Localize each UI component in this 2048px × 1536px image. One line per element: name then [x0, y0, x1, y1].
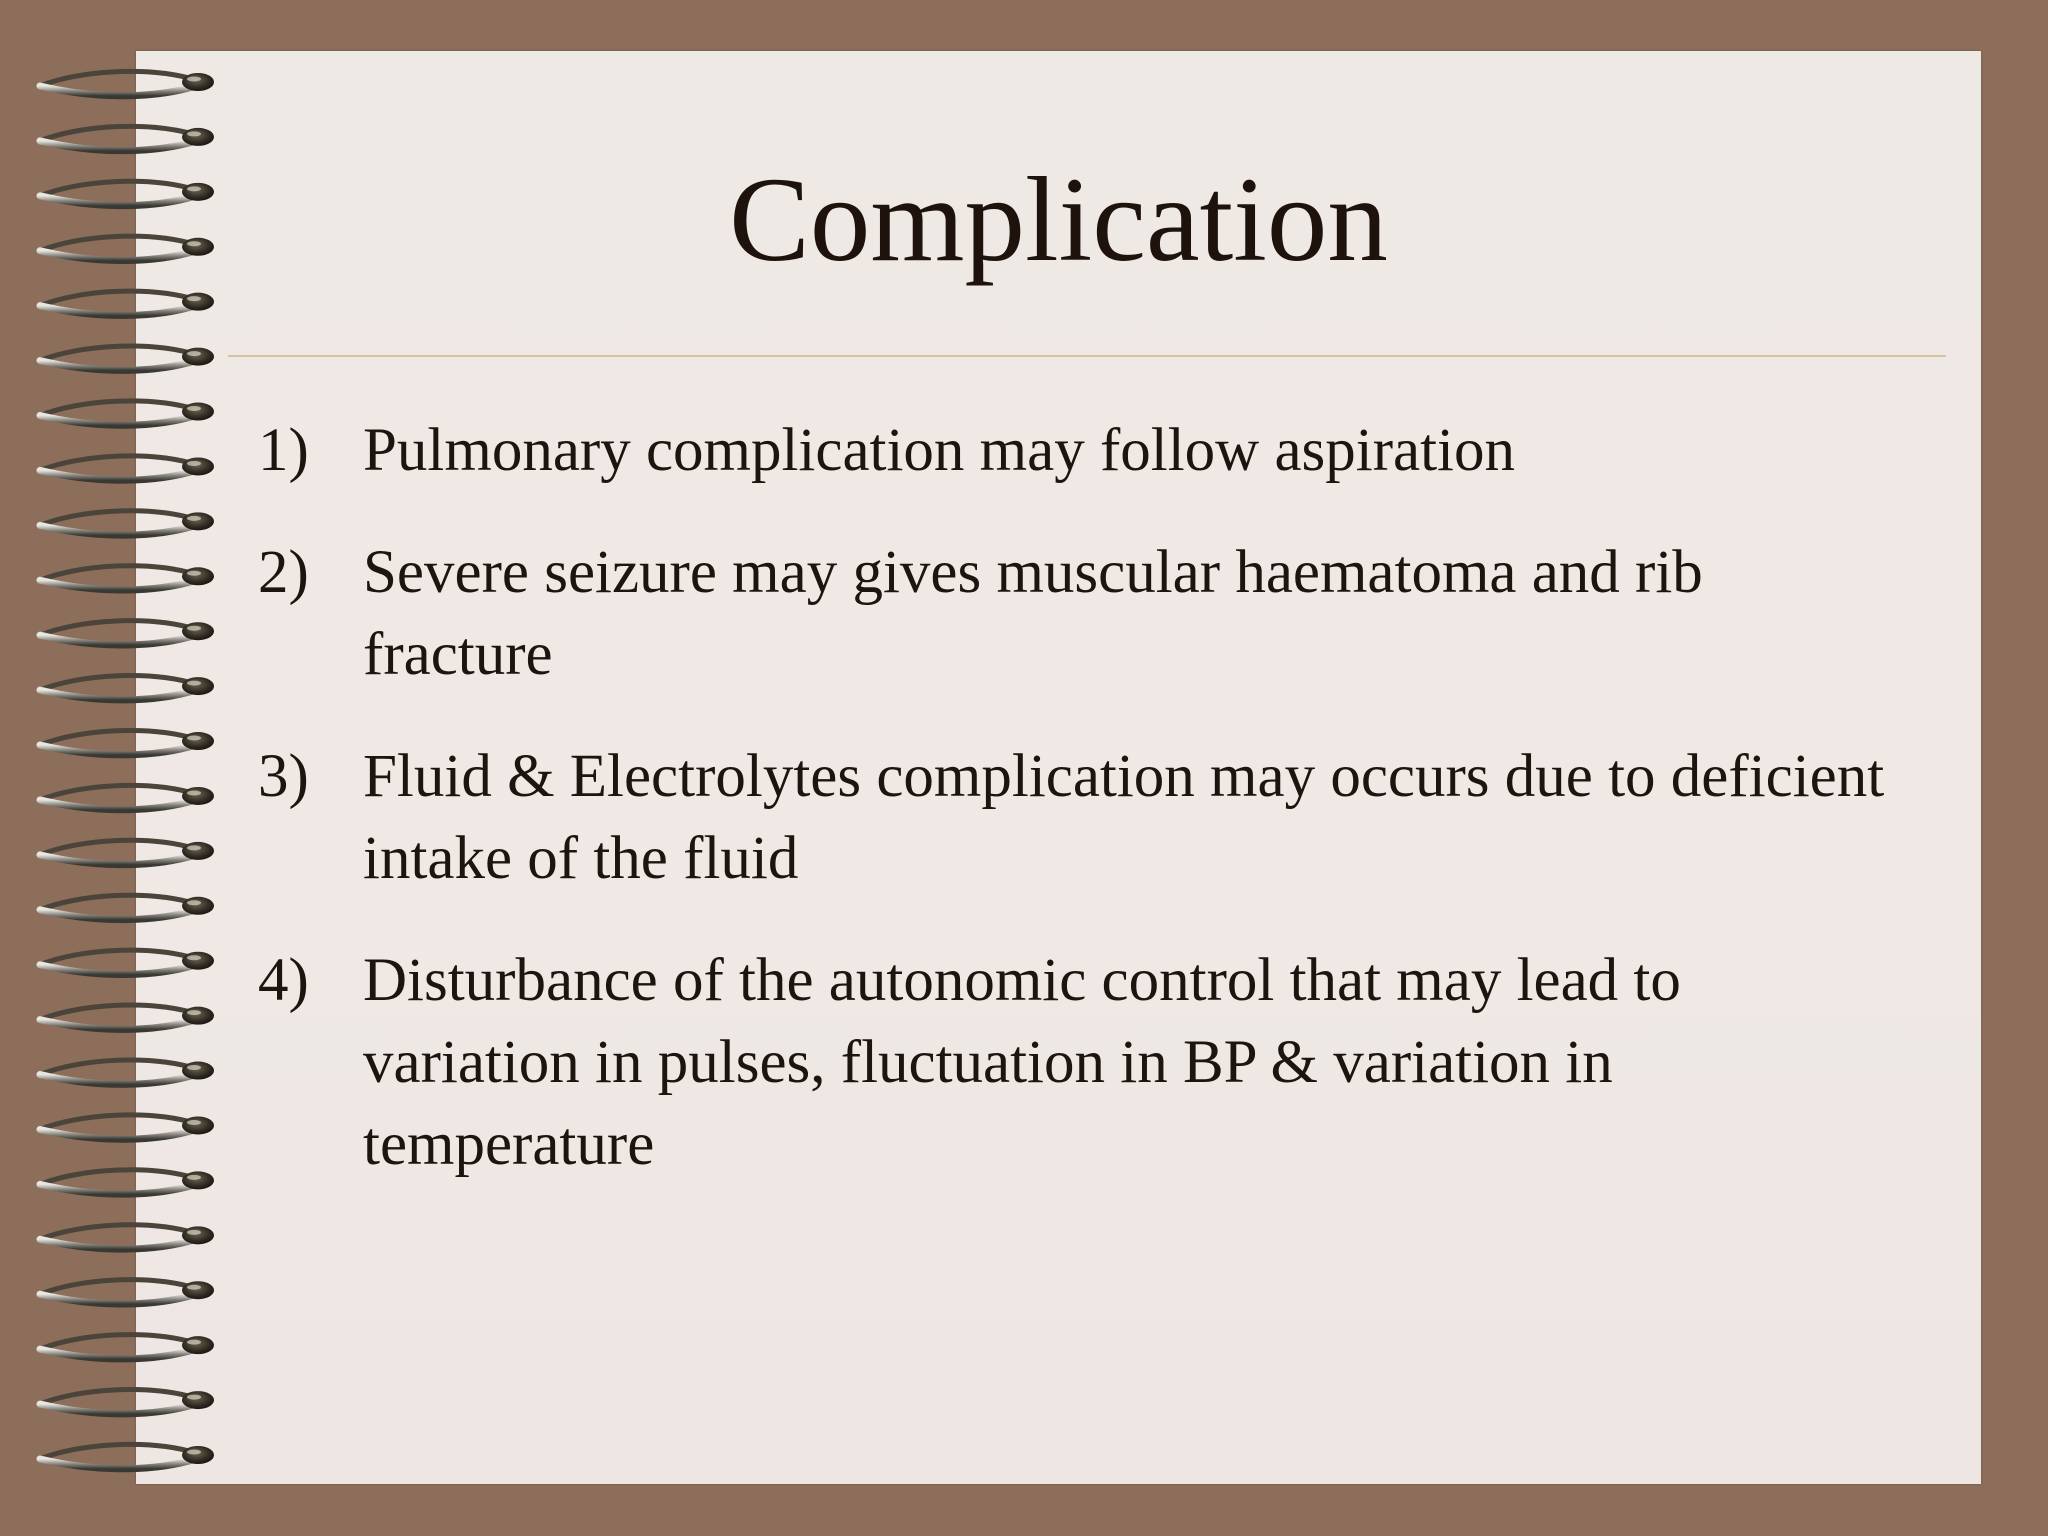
list-item-text: Disturbance of the autonomic control that may lead to variation in pulses, fluctuation in BP & variation in temperature: [363, 947, 1681, 1178]
spiral-ring-icon: [40, 730, 214, 754]
spiral-ring-icon: [40, 840, 214, 864]
list-item: [258, 736, 1898, 900]
spiral-ring-icon: [40, 1280, 214, 1304]
list-item: [258, 532, 1898, 696]
spiral-ring-icon: [40, 566, 214, 590]
spiral-ring-icon: [40, 621, 214, 645]
list-item: [258, 410, 1898, 492]
title-divider: [228, 355, 1946, 357]
spiral-ring-icon: [40, 71, 214, 95]
spiral-ring-icon: [40, 950, 214, 974]
spiral-ring-icon: [40, 1170, 214, 1194]
list-item-number: 3): [258, 743, 309, 810]
list-item-number: 1): [258, 417, 309, 484]
spiral-ring-icon: [40, 1060, 214, 1084]
spiral-ring-icon: [40, 346, 214, 370]
spiral-ring-icon: [40, 1444, 214, 1468]
spiral-ring-icon: [40, 456, 214, 480]
list-item: [258, 940, 1898, 1186]
spiral-ring-icon: [40, 401, 214, 425]
list-item-number: 4): [258, 947, 309, 1014]
spiral-ring-icon: [40, 1335, 214, 1359]
spiral-ring-icon: [40, 1390, 214, 1414]
list-item-number: 2): [258, 539, 309, 606]
spiral-ring-icon: [40, 1115, 214, 1139]
spiral-ring-icon: [40, 676, 214, 700]
spiral-ring-icon: [40, 511, 214, 535]
spiral-ring-icon: [40, 1005, 214, 1029]
list-item-text: Severe seizure may gives muscular haematoma and rib fracture: [363, 539, 1703, 688]
spiral-ring-icon: [40, 785, 214, 809]
list-item-text: Pulmonary complication may follow aspiration: [363, 417, 1516, 484]
complication-list: [258, 410, 1898, 1226]
slide-title: Complication: [729, 153, 1388, 287]
spiral-ring-icon: [40, 1225, 214, 1249]
list-item-text: Fluid & Electrolytes complication may occurs due to deficient intake of the fluid: [363, 743, 1885, 892]
spiral-ring-icon: [40, 895, 214, 919]
